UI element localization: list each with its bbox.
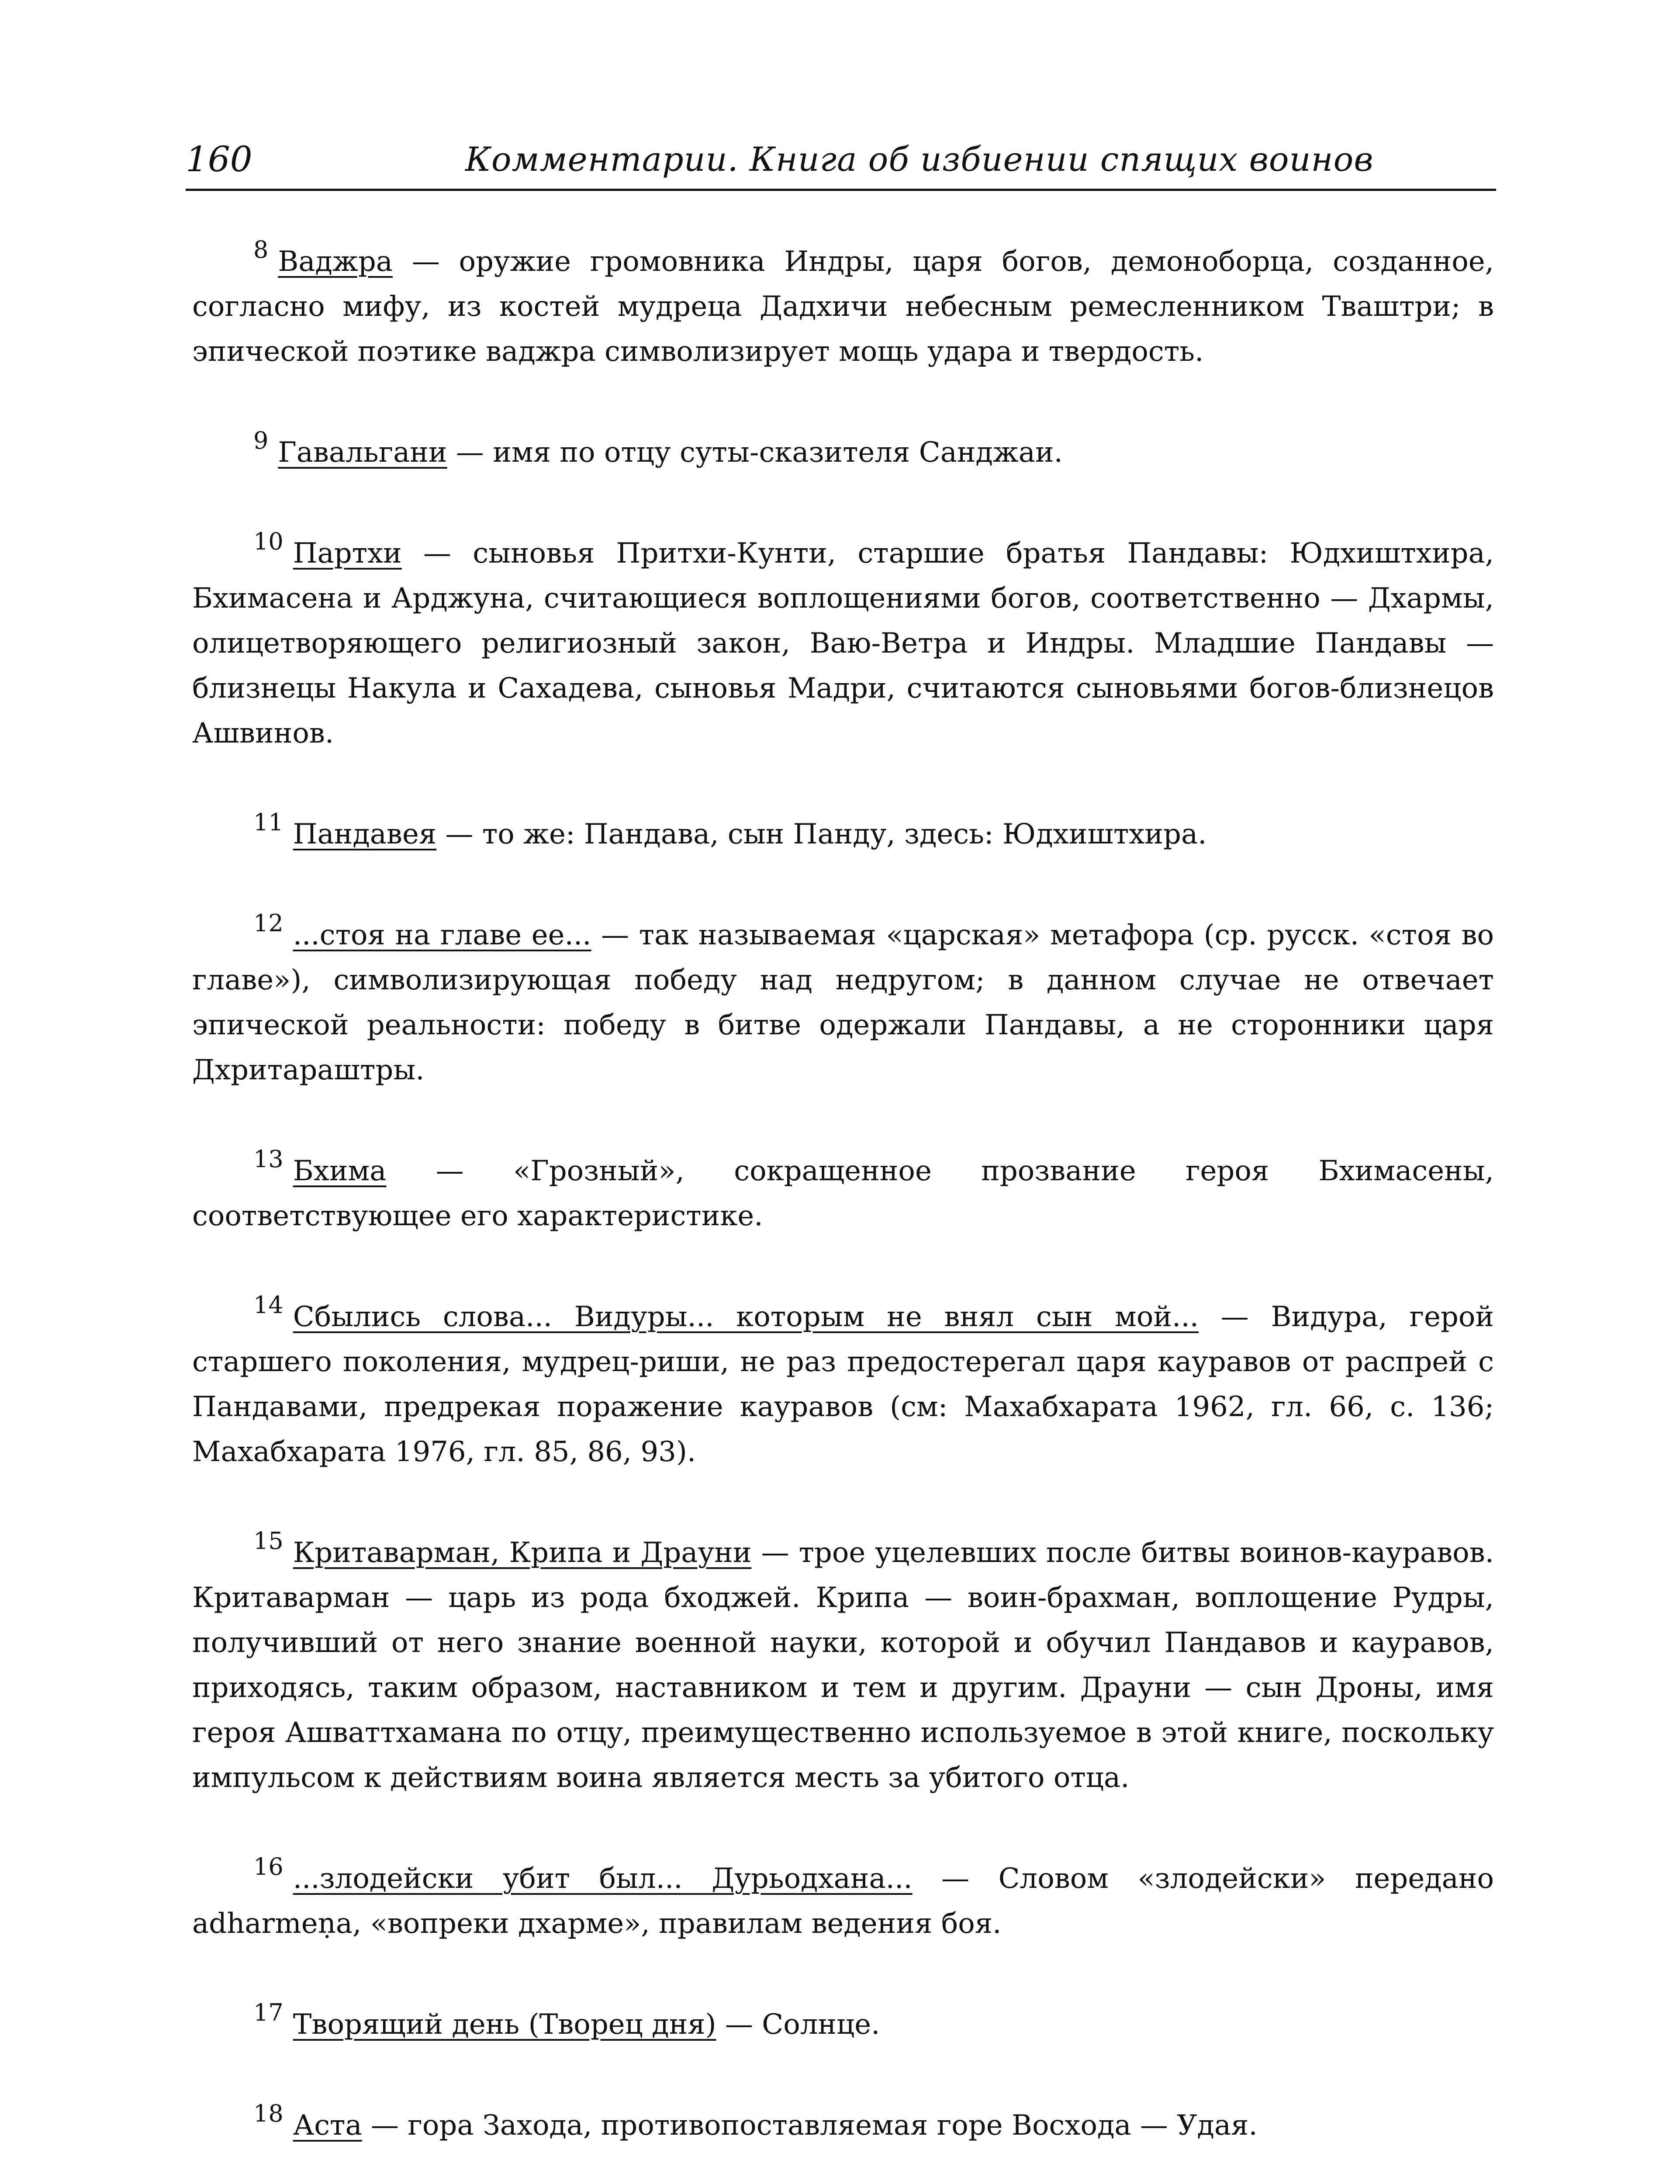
note-14 <box>192 1282 1494 1475</box>
note-term: Творящий день (Творец дня) <box>293 2008 716 2041</box>
note-12 <box>192 901 1494 1093</box>
note-10 <box>192 519 1494 756</box>
note-text: — Видура, герой старшего поколения, мудрец-риши, не раз предостерегал царя кауравов от распрей с Пандавами, предрекая поражение кауравов (см: Махабхарата 1962, гл. 66, с. 136; Махабхарата 1976, гл. 85, 86, 93). <box>192 1301 1494 1468</box>
note-number: 9 <box>253 427 269 454</box>
note-text: — гора Захода, противопоставляемая горе Восхода — Удая. <box>362 2109 1258 2142</box>
note-term: ...стоя на главе ее... <box>293 919 591 951</box>
running-title: Комментарии. Книга об избиении спящих воинов <box>465 140 1374 179</box>
note-number: 13 <box>253 1145 283 1173</box>
note-term: Пандавея <box>293 818 437 850</box>
note-term: Аста <box>293 2109 362 2142</box>
note-text: — «Грозный», сокращенное прозвание героя Бхимасены, соответствующее его характеристике. <box>192 1155 1494 1232</box>
note-number: 18 <box>253 2100 283 2127</box>
note-number: 16 <box>253 1853 283 1880</box>
note-text: — Словом «злодейски» передано adharmeṇa, «вопреки дхарме», правилам ведения боя. <box>192 1863 1494 1940</box>
note-text: — трое уцелевших после битвы воинов-кауравов. Критаварман — царь из рода бходжей. Крипа — воин-брахман, воплощение Рудры, получивший от него знание военной науки, которой и обучил Пандавов и кауравов, приходясь, таким образом, наставником и тем и другим. Драуни — сын Дроны, имя героя Ашваттхамана по отцу, преимущественно используемое в этой книге, поскольку импульсом к действиям воина является месть за убитого отца. <box>192 1537 1494 1794</box>
commentary-notes <box>192 227 1494 2184</box>
note-number: 17 <box>253 1999 283 2026</box>
note-number: 12 <box>253 909 283 937</box>
note-number: 15 <box>253 1527 283 1555</box>
note-text: — Солнце. <box>716 2008 880 2041</box>
note-11 <box>192 800 1494 857</box>
note-number: 14 <box>253 1291 283 1319</box>
note-term: ...злодейски убит был... Дурьодхана... <box>293 1863 913 1895</box>
note-18 <box>192 2091 1494 2148</box>
note-text: — оружие громовника Индры, царя богов, демоноборца, созданное, согласно мифу, из костей мудреца Дадхичи небесным ремесленником Тваштри; в эпической поэтике ваджра символизирует мощь удара и твердость. <box>192 245 1494 368</box>
note-term: Партхи <box>293 537 402 570</box>
header-divider <box>186 189 1496 191</box>
note-number: 10 <box>253 528 283 555</box>
note-term: Сбылись слова... Видуры... которым не внял сын мой... <box>293 1301 1199 1333</box>
note-text: — имя по отцу суты-сказителя Санджаи. <box>447 436 1063 469</box>
note-17 <box>192 1990 1494 2047</box>
note-text: — то же: Пандава, сын Панду, здесь: Юдхиштхира. <box>436 818 1207 850</box>
note-16 <box>192 1844 1494 1946</box>
note-number: 11 <box>253 809 283 836</box>
note-number: 8 <box>253 236 269 263</box>
page-number: 160 <box>186 139 252 180</box>
note-15 <box>192 1518 1494 1800</box>
note-8 <box>192 227 1494 374</box>
note-term: Гавальгани <box>278 436 447 469</box>
note-term: Бхима <box>293 1155 387 1187</box>
note-term: Ваджра <box>278 245 393 278</box>
note-term: Критаварман, Крипа и Драуни <box>293 1537 752 1569</box>
note-9 <box>192 418 1494 475</box>
note-text: — так называемая «царская» метафора (ср. русск. «стоя во главе»), символизирующая победу над недругом; в данном случае не отвечает эпической реальности: победу в битве одержали Пандавы, а не сторонники царя Дхритараштры. <box>192 919 1494 1086</box>
note-text: — сыновья Притхи-Кунти, старшие братья Пандавы: Юдхиштхира, Бхимасена и Арджуна, считающиеся воплощениями богов, соответственно — Дхармы, олицетворяющего религиозный закон, Ваю-Ветра и Индры. Младшие Пандавы — близнецы Накула и Сахадева, сыновья Мадри, считаются сыновьями богов-близнецов Ашвинов. <box>192 537 1494 750</box>
running-header <box>186 138 1496 190</box>
note-13 <box>192 1137 1494 1239</box>
